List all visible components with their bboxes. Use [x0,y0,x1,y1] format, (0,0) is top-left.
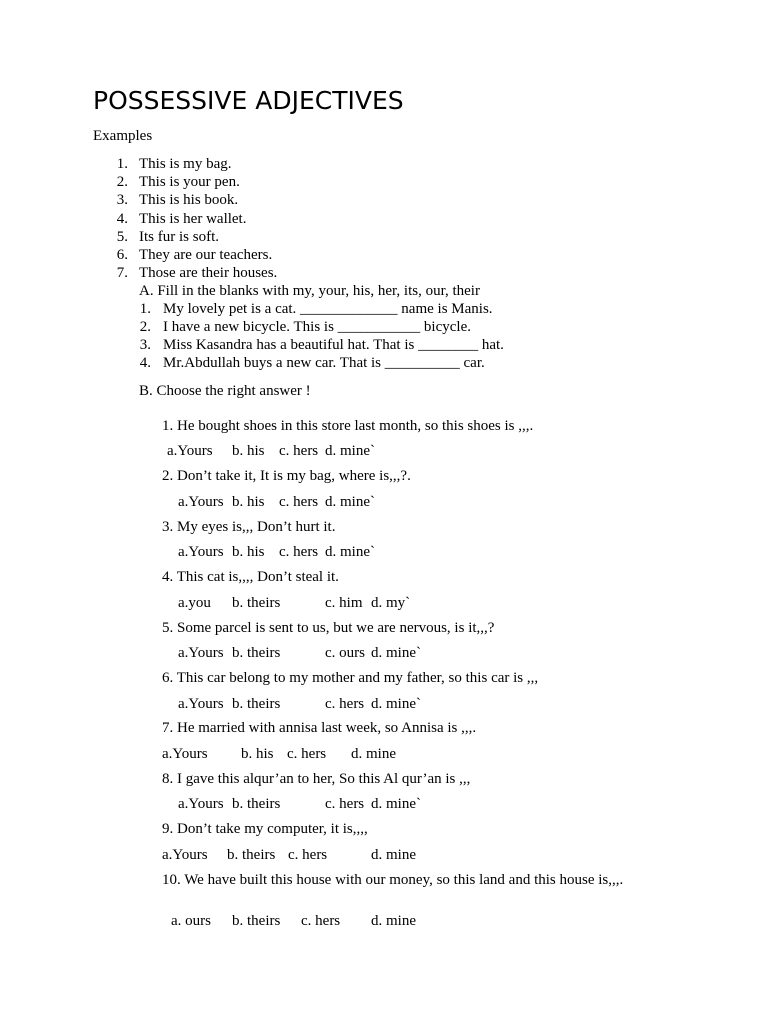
answer-option-d: d. mine` [371,645,421,661]
answer-option-d: d. mine [371,847,416,863]
examples-label: Examples [93,128,153,144]
answer-option-a: a.Yours [178,494,224,510]
answer-option-c: c. hers [279,443,319,459]
answer-option-a: a. ours [171,913,211,929]
list-number: 3. [116,192,128,208]
answer-option-b: b. theirs [232,913,281,929]
answer-option-d: d. mine` [371,696,421,712]
answer-option-a: a.Yours [167,443,213,459]
question-text: 7. He married with annisa last week, so Annisa is ,,,. [162,720,477,736]
answer-option-d: d. mine [371,913,416,929]
list-number: 2. [139,319,151,335]
answer-option-b: b. his [232,544,265,560]
answer-option-c: c. hers [325,696,365,712]
section-a-heading: A. Fill in the blanks with my, your, his, her, its, our, their [139,283,480,299]
answer-option-d: d. mine` [325,544,375,560]
answer-option-a: a.Yours [178,544,224,560]
fill-blank-text: I have a new bicycle. This is ___________ bicycle. [163,319,471,335]
answer-option-b: b. theirs [232,595,281,611]
answer-option-b: b. theirs [232,696,281,712]
answer-option-b: b. theirs [232,645,281,661]
list-number: 4. [139,355,151,371]
answer-option-c: c. hers [325,796,365,812]
question-text: 9. Don’t take my computer, it is,,,, [162,821,368,837]
fill-blank-text: My lovely pet is a cat. _____________ name is Manis. [163,301,493,317]
answer-option-c: c. hers [279,544,319,560]
list-number: 1. [116,156,128,172]
answer-option-a: a.Yours [178,645,224,661]
list-number: 6. [116,247,128,263]
fill-blank-text: Miss Kasandra has a beautiful hat. That is ________ hat. [163,337,504,353]
list-text: They are our teachers. [139,247,273,263]
list-number: 5. [116,229,128,245]
question-text: 6. This car belong to my mother and my father, so this car is ,,, [162,670,539,686]
list-text: This is her wallet. [139,211,247,227]
question-text: 8. I gave this alqur’an to her, So this Al qur’an is ,,, [162,771,471,787]
answer-option-d: d. mine` [325,494,375,510]
list-number: 3. [139,337,151,353]
answer-option-b: b. his [232,443,265,459]
list-text: This is my bag. [139,156,232,172]
question-text: 3. My eyes is,,, Don’t hurt it. [162,519,336,535]
list-number: 7. [116,265,128,281]
question-text: 1. He bought shoes in this store last month, so this shoes is ,,,. [162,418,534,434]
answer-option-d: d. mine [351,746,396,762]
question-text: 10. We have built this house with our money, so this land and this house is,,,. [162,872,624,888]
list-text: Its fur is soft. [139,229,219,245]
list-text: Those are their houses. [139,265,278,281]
question-text: 4. This cat is,,,, Don’t steal it. [162,569,339,585]
section-b-heading: B. Choose the right answer ! [139,383,311,399]
answer-option-c: c. ours [325,645,365,661]
answer-option-d: d. my` [371,595,411,611]
answer-option-c: c. him [325,595,363,611]
question-text: 5. Some parcel is sent to us, but we are nervous, is it,,,? [162,620,495,636]
answer-option-d: d. mine` [325,443,375,459]
list-number: 4. [116,211,128,227]
list-text: This is his book. [139,192,239,208]
question-text: 2. Don’t take it, It is my bag, where is,,,?. [162,468,411,484]
answer-option-b: b. his [241,746,274,762]
answer-option-a: a.Yours [178,796,224,812]
list-number: 1. [139,301,151,317]
answer-option-b: b. theirs [232,796,281,812]
answer-option-c: c. hers [288,847,328,863]
answer-option-a: a.Yours [162,847,208,863]
answer-option-c: c. hers [279,494,319,510]
list-text: This is your pen. [139,174,240,190]
answer-option-a: a.you [178,595,211,611]
answer-option-d: d. mine` [371,796,421,812]
answer-option-c: c. hers [287,746,327,762]
page-title: POSSESSIVE ADJECTIVES [93,86,404,115]
answer-option-a: a.Yours [162,746,208,762]
list-number: 2. [116,174,128,190]
fill-blank-text: Mr.Abdullah buys a new car. That is __________ car. [163,355,485,371]
answer-option-b: b. his [232,494,265,510]
answer-option-b: b. theirs [227,847,276,863]
answer-option-a: a.Yours [178,696,224,712]
answer-option-c: c. hers [301,913,341,929]
